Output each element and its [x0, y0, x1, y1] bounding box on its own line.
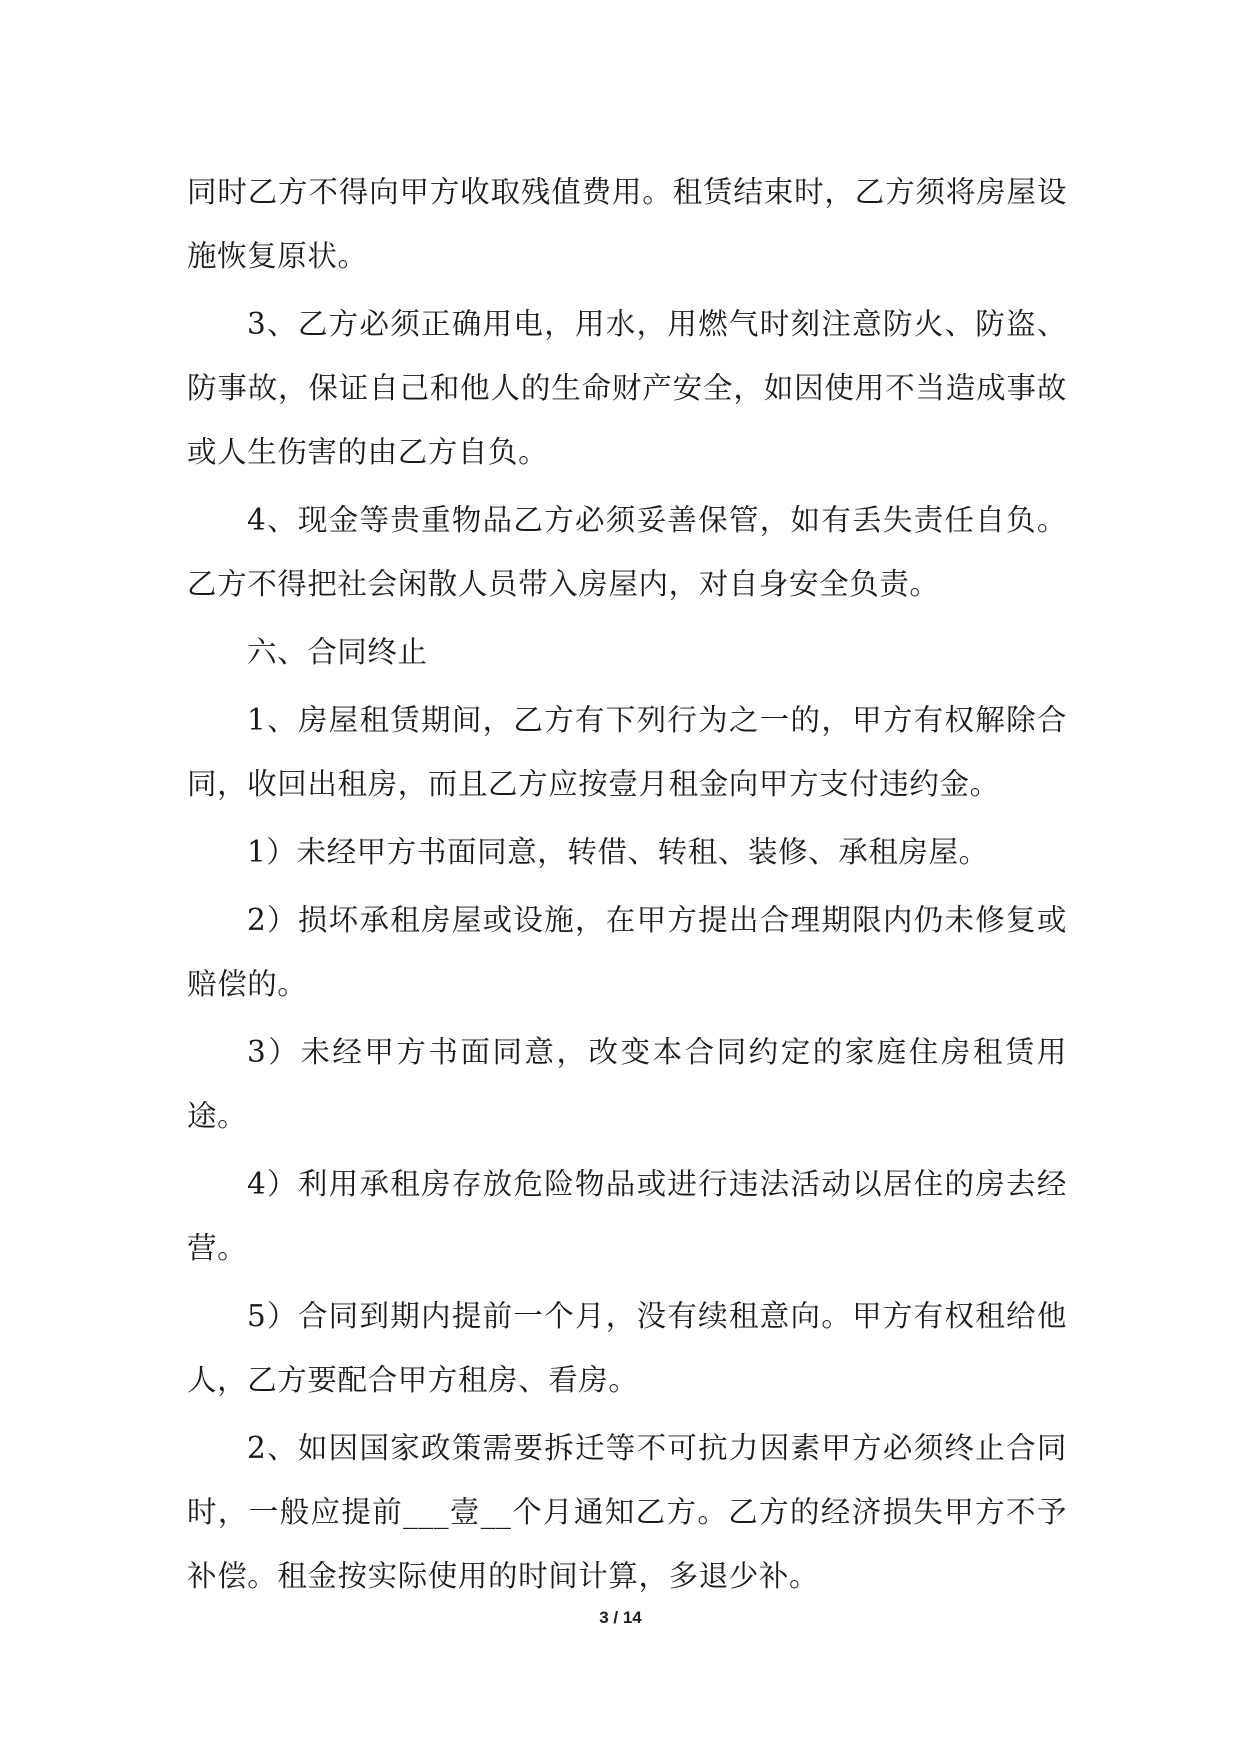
list-item-4: 4）利用承租房存放危险物品或进行违法活动以居住的房去经营。	[187, 1167, 1067, 1265]
paragraph-1: 同时乙方不得向甲方收取残值费用。租赁结束时，乙方须将房屋设施恢复原状。	[187, 175, 1067, 273]
page-number: 3 / 14	[599, 1608, 642, 1627]
paragraph-4: 1、房屋租赁期间，乙方有下列行为之一的，甲方有权解除合同，收回出租房，而且乙方应按壹月租金向甲方支付违约金。	[187, 703, 1067, 801]
paragraph-3: 4、现金等贵重物品乙方必须妥善保管，如有丢失责任自负。乙方不得把社会闲散人员带入房屋内，对自身安全负责。	[187, 503, 1067, 601]
list-item-3: 3）未经甲方书面同意，改变本合同约定的家庭住房租赁用途。	[187, 1035, 1067, 1133]
paragraph-2: 3、乙方必须正确用电，用水，用燃气时刻注意防火、防盗、防事故，保证自己和他人的生命财产安全，如因使用不当造成事故或人生伤害的由乙方自负。	[187, 307, 1067, 469]
list-item-1: 1）未经甲方书面同意，转借、转租、装修、承租房屋。	[247, 835, 989, 869]
list-item-5: 5）合同到期内提前一个月，没有续租意向。甲方有权租给他人，乙方要配合甲方租房、看房。	[187, 1299, 1067, 1397]
section-heading-contract-termination: 六、合同终止	[247, 635, 428, 669]
document-body	[187, 160, 1067, 1608]
paragraph-5: 2、如因国家政策需要拆迁等不可抗力因素甲方必须终止合同时，一般应提前___壹__个月通知乙方。乙方的经济损失甲方不予补偿。租金按实际使用的时间计算，多退少补。	[187, 1431, 1067, 1593]
list-item-2: 2）损坏承租房屋或设施，在甲方提出合理期限内仍未修复或赔偿的。	[187, 903, 1067, 1001]
